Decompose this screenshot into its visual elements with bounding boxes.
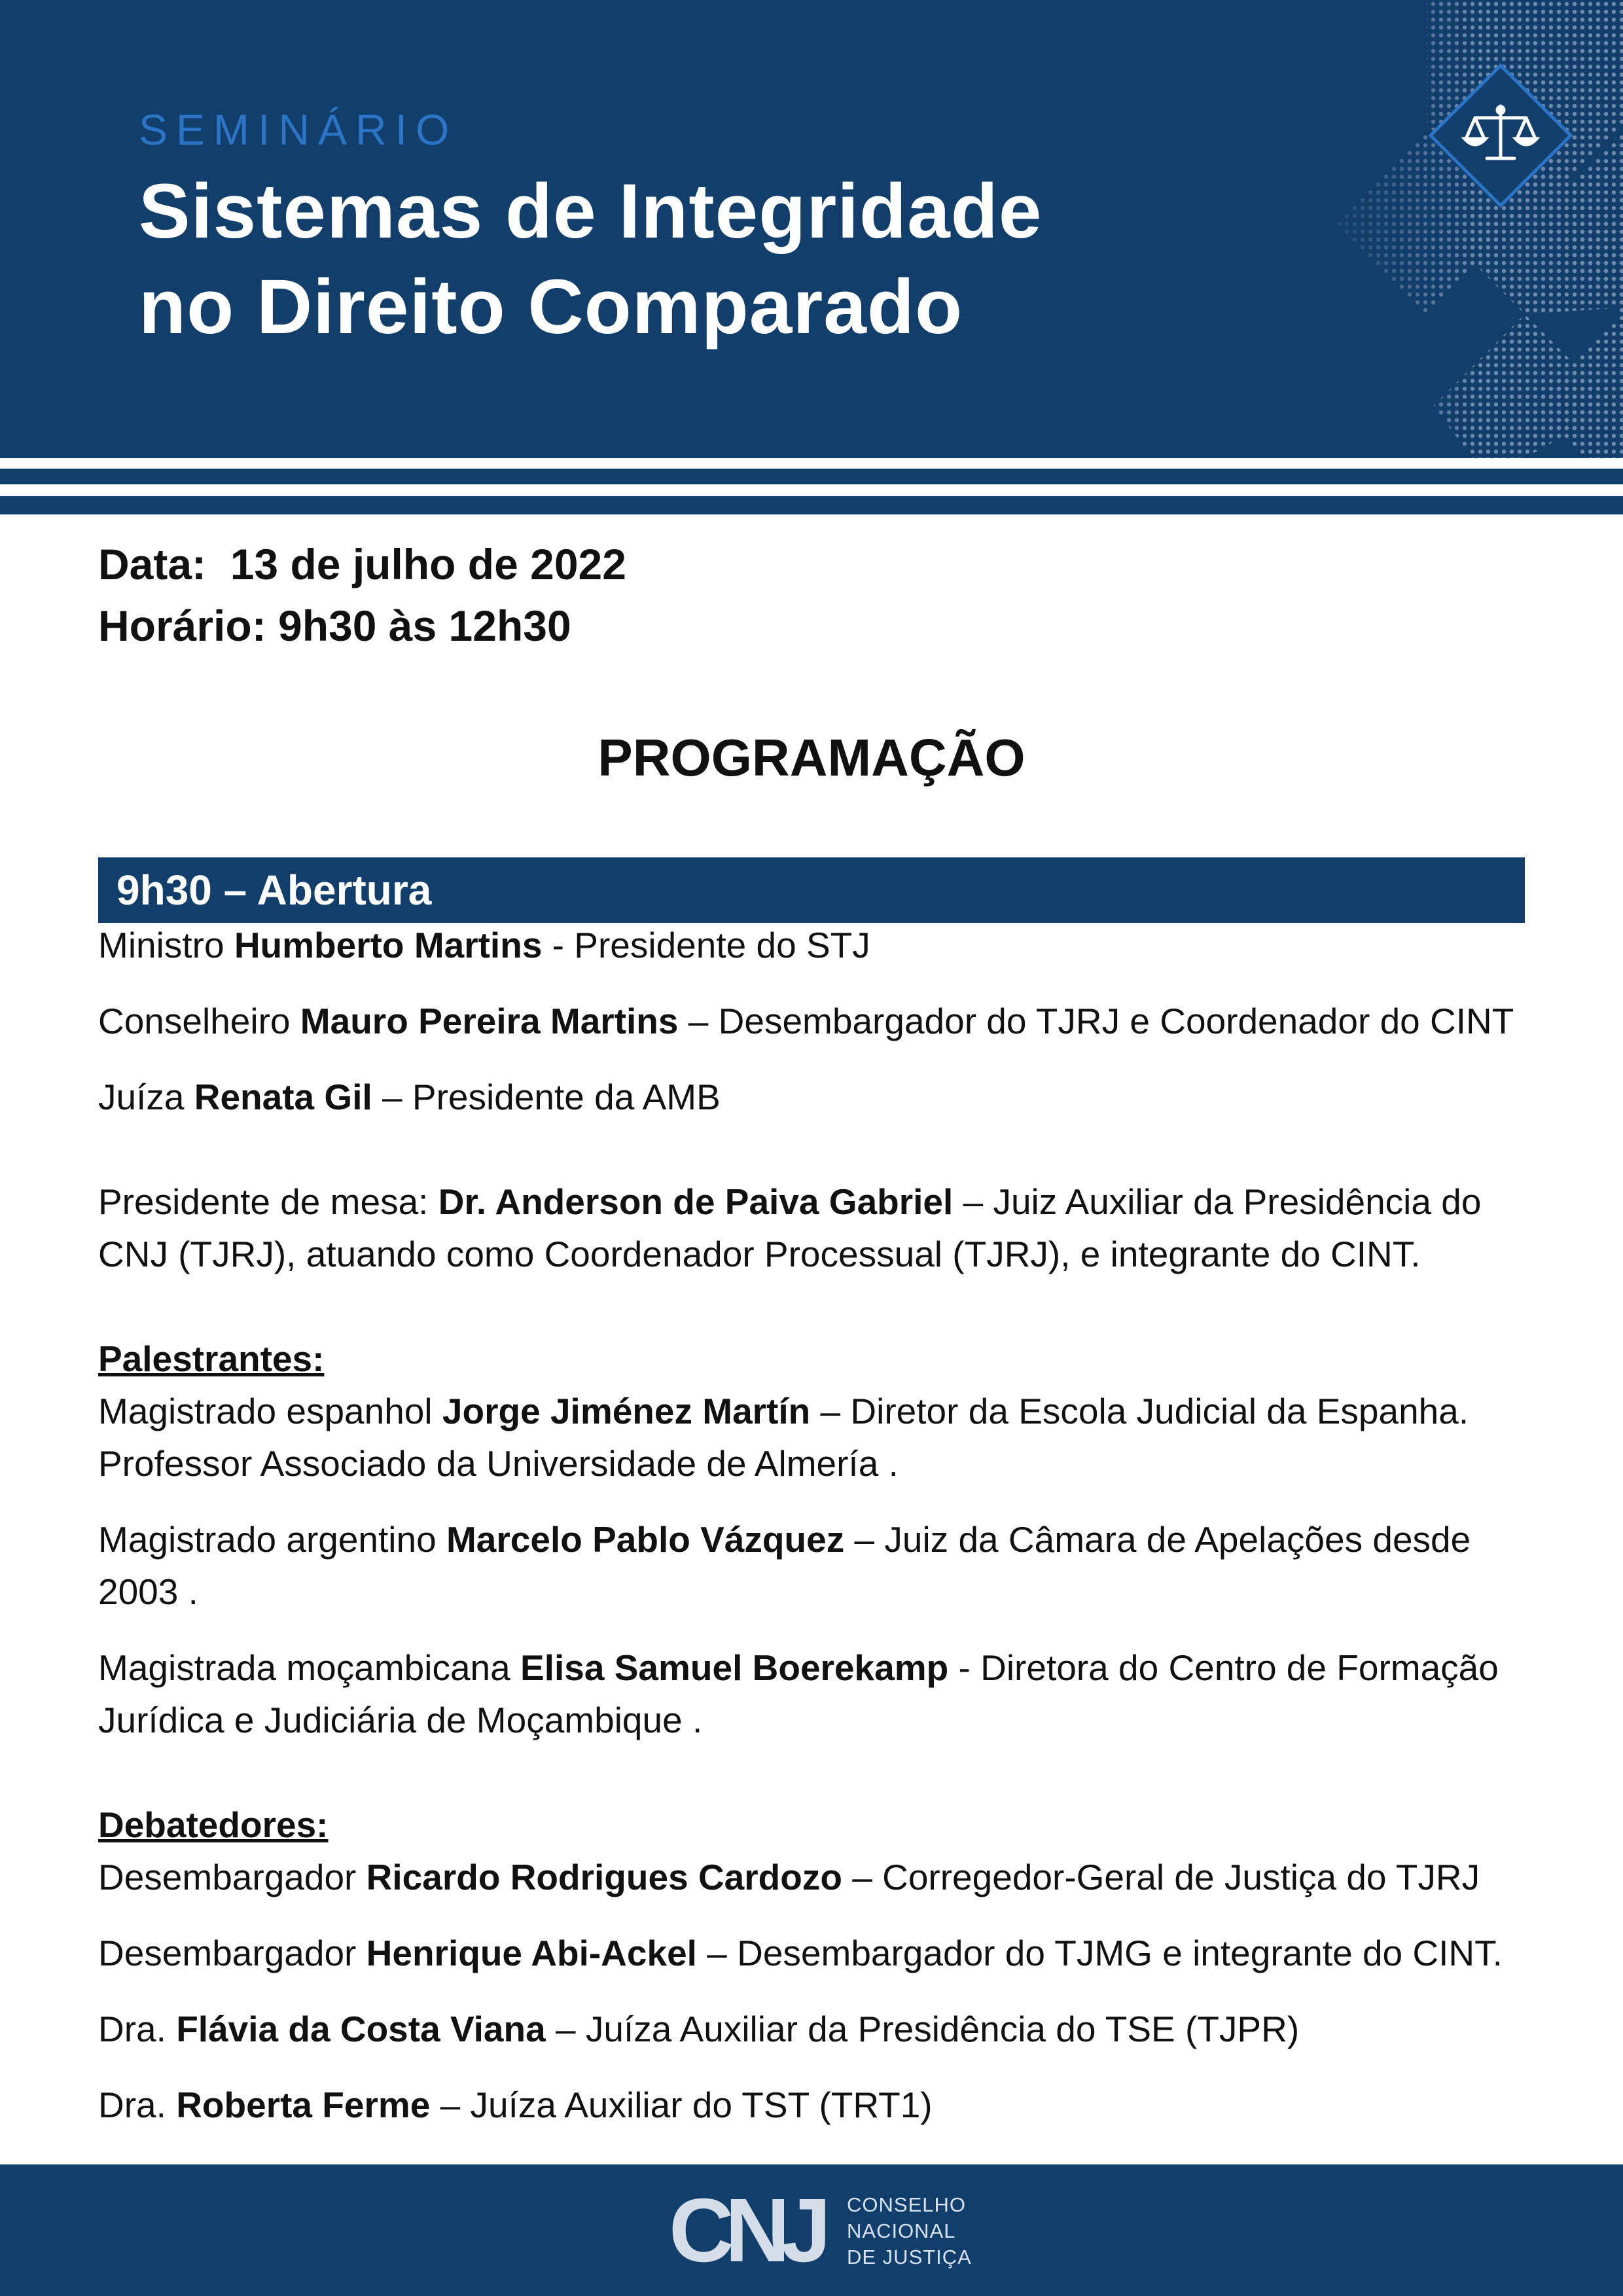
divider-stripe-2 bbox=[0, 496, 1623, 514]
list-item bbox=[98, 1071, 1525, 1123]
person-title: Presidente de mesa: bbox=[98, 1181, 438, 1222]
debaters-heading: Debatedores: bbox=[98, 1804, 329, 1845]
speakers-heading: Palestrantes: bbox=[98, 1338, 325, 1379]
cnj-name-line: CONSELHO bbox=[847, 2193, 966, 2216]
person-name: Roberta Ferme bbox=[176, 2085, 431, 2125]
person-title: Magistrado espanhol bbox=[98, 1391, 442, 1431]
speakers-section bbox=[98, 1333, 1525, 1746]
event-info bbox=[98, 533, 626, 656]
list-item bbox=[98, 995, 1525, 1047]
person-role: – Diretor da Escola Judicial da Espanha. bbox=[810, 1391, 1469, 1431]
footer-bar bbox=[0, 2164, 1623, 2296]
person-role: - Diretora do Centro de Formação bbox=[948, 1647, 1499, 1688]
cnj-logo-text: CNJ bbox=[669, 2188, 823, 2273]
person-name: Mauro Pereira Martins bbox=[300, 1001, 679, 1041]
person-title: Dra. bbox=[98, 2009, 177, 2049]
person-role: – Presidente da AMB bbox=[372, 1077, 721, 1117]
list-item bbox=[98, 1851, 1525, 1903]
seminar-label: SEMINÁRIO bbox=[139, 105, 458, 154]
list-item bbox=[98, 2079, 1525, 2131]
cnj-name-line: NACIONAL bbox=[847, 2219, 956, 2242]
divider-stripe-1 bbox=[0, 469, 1623, 484]
person-name: Dr. Anderson de Paiva Gabriel bbox=[438, 1181, 954, 1222]
event-date: Data: 13 de julho de 2022 bbox=[98, 540, 626, 588]
chair-entry bbox=[98, 1175, 1525, 1280]
person-role: - Presidente do STJ bbox=[542, 925, 870, 965]
person-role-continued: Jurídica e Judiciária de Moçambique . bbox=[98, 1700, 703, 1740]
person-role-continued: CNJ (TJRJ), atuando como Coordenador Processual (TJRJ), e integrante do CINT. bbox=[98, 1234, 1421, 1274]
event-time: Horário: 9h30 às 12h30 bbox=[98, 601, 571, 650]
list-item bbox=[98, 1513, 1525, 1618]
person-title: Desembargador bbox=[98, 1857, 366, 1897]
person-title: Juíza bbox=[98, 1077, 194, 1117]
person-title: Magistrada moçambicana bbox=[98, 1647, 521, 1688]
person-role-continued: 2003 . bbox=[98, 1571, 198, 1612]
list-item bbox=[98, 2003, 1525, 2055]
program-title: PROGRAMAÇÃO bbox=[597, 728, 1026, 787]
list-item bbox=[98, 1641, 1525, 1746]
cnj-logo bbox=[669, 2188, 832, 2273]
list-item bbox=[98, 1927, 1525, 1979]
seminar-title-line-2: no Direito Comparado bbox=[139, 264, 963, 350]
person-role-continued: Professor Associado da Universidade de Almería . bbox=[98, 1443, 899, 1484]
person-role: – Corregedor-Geral de Justiça do TJRJ bbox=[842, 1857, 1480, 1897]
person-role: – Juiz Auxiliar da Presidência do bbox=[953, 1181, 1482, 1222]
session-bar-opening: 9h30 – Abertura bbox=[98, 857, 1525, 923]
debaters-section bbox=[98, 1799, 1525, 2131]
person-role: – Juíza Auxiliar da Presidência do TSE (TJPR) bbox=[545, 2009, 1300, 2049]
person-title: Magistrado argentino bbox=[98, 1519, 446, 1560]
person-title: Dra. bbox=[98, 2085, 177, 2125]
person-name: Marcelo Pablo Vázquez bbox=[446, 1519, 845, 1560]
seminar-title bbox=[139, 164, 1042, 355]
header-banner bbox=[0, 0, 1623, 458]
person-title: Ministro bbox=[98, 925, 234, 965]
person-role: – Desembargador do TJRJ e Coordenador do CINT bbox=[678, 1001, 1514, 1041]
person-role: – Desembargador do TJMG e integrante do CINT. bbox=[696, 1933, 1503, 1973]
person-title: Conselheiro bbox=[98, 1001, 300, 1041]
person-name: Ricardo Rodrigues Cardozo bbox=[366, 1857, 842, 1897]
cnj-name-line: DE JUSTIÇA bbox=[847, 2246, 972, 2269]
person-name: Renata Gil bbox=[194, 1077, 372, 1117]
person-name: Jorge Jiménez Martín bbox=[442, 1391, 811, 1431]
person-name: Henrique Abi-Ackel bbox=[366, 1933, 697, 1973]
person-role: – Juíza Auxiliar do TST (TRT1) bbox=[430, 2085, 933, 2125]
cnj-name bbox=[847, 2192, 972, 2270]
person-role: – Juiz da Câmara de Apelações desde bbox=[844, 1519, 1471, 1560]
person-name: Humberto Martins bbox=[234, 925, 543, 965]
list-item bbox=[98, 919, 1525, 971]
list-item bbox=[98, 1385, 1525, 1490]
seminar-title-line-1: Sistemas de Integridade bbox=[139, 168, 1043, 255]
person-name: Flávia da Costa Viana bbox=[176, 2009, 546, 2049]
person-title: Desembargador bbox=[98, 1933, 366, 1973]
program-content bbox=[98, 919, 1525, 2131]
person-name: Elisa Samuel Boerekamp bbox=[520, 1647, 949, 1688]
